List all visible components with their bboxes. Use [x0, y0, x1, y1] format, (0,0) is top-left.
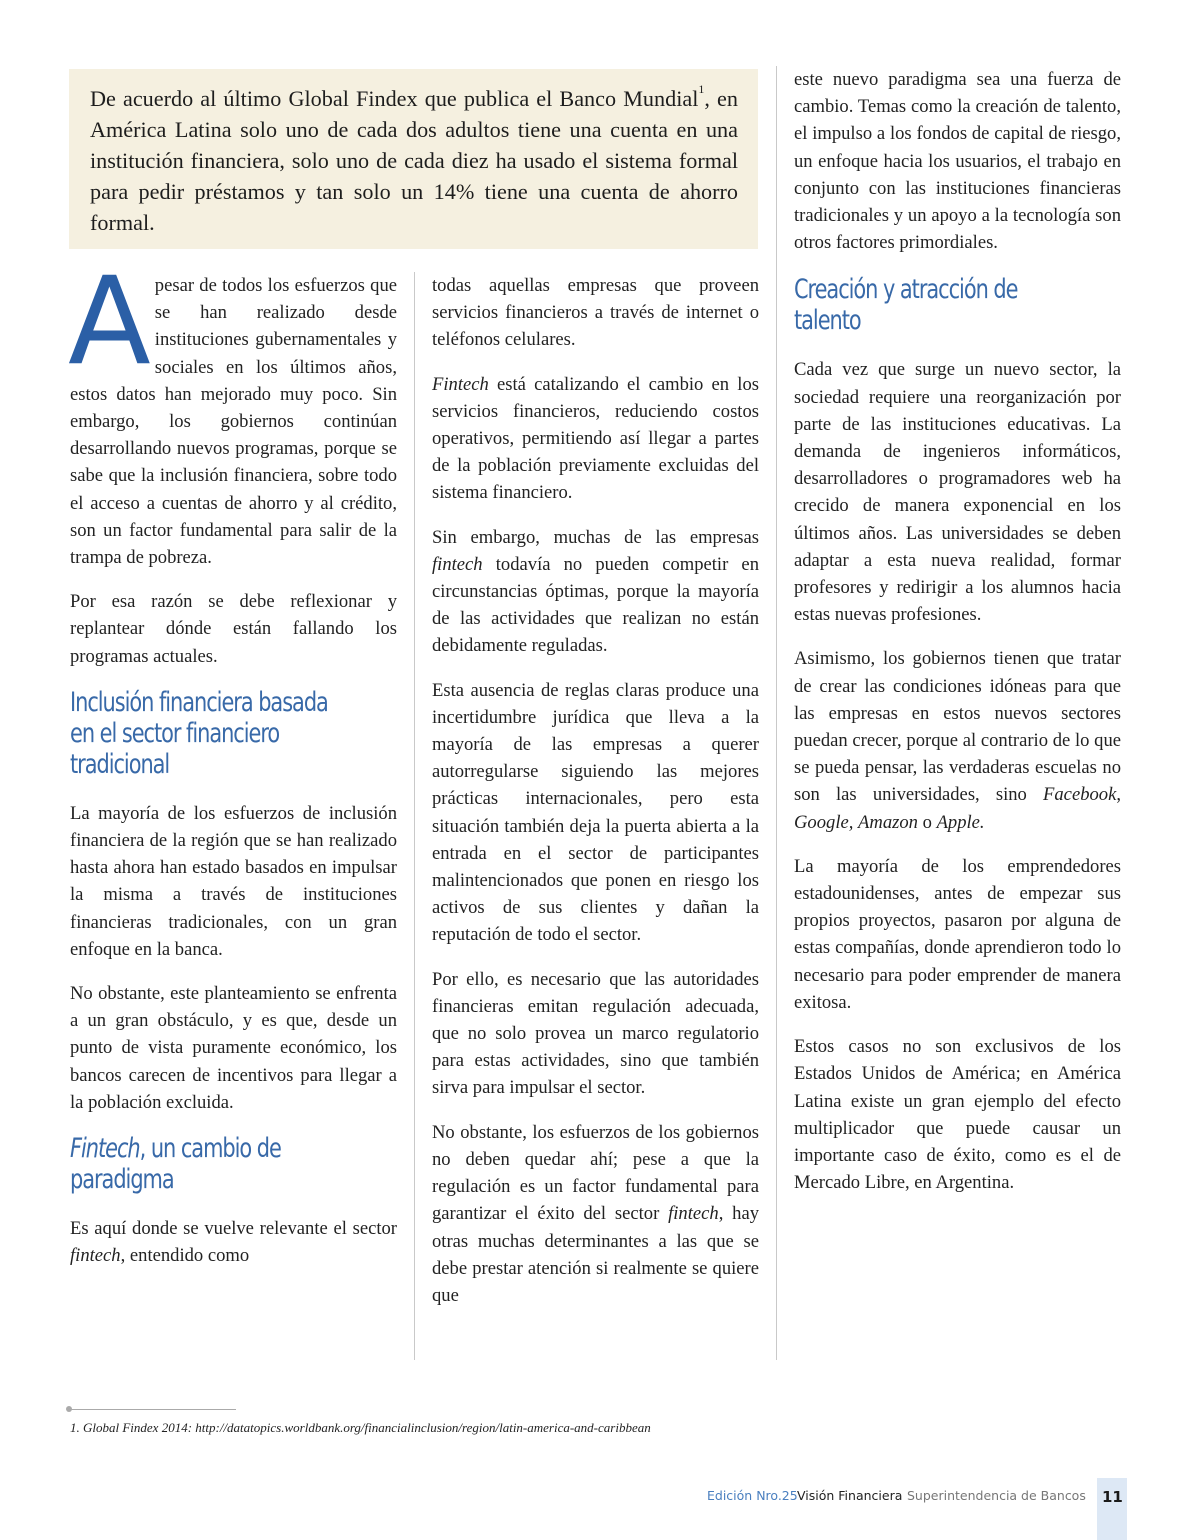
footer-magazine: Visión Financiera	[797, 1488, 903, 1503]
intro-callout	[69, 69, 758, 249]
paragraph: Estos casos no son exclusivos de los Estados Unidos de América; en América Latina existe un gran ejemplo del efecto multiplicador que puede causar un importante caso de éxito, como es el de Mercado Libre, en Argentina.	[794, 1036, 1121, 1194]
paragraph: Asimismo, los gobiernos tienen que tratar de crear las condiciones idóneas para que las empresas en estos nuevos sectores puedan crecer, porque al contrario de lo que se pueda pensar, las verdaderas escuelas no son las universidades, sino Facebook, Google, Amazon o Apple.	[794, 648, 1121, 833]
footer-edition: Edición Nro.25	[707, 1488, 798, 1503]
footnote-rule	[70, 1409, 236, 1410]
section-heading-fintech: Fintech, un cambio de paradigma	[70, 1133, 281, 1196]
column-divider	[776, 66, 777, 1360]
paragraph: todas aquellas empresas que proveen servicios financieros a través de internet o teléfonos celulares.	[432, 275, 759, 351]
paragraph: Es aquí donde se vuelve relevante el sector fintech, entendido como	[70, 1218, 397, 1267]
page-number: 11	[1102, 1488, 1123, 1506]
paragraph: Por esa razón se debe reflexionar y replantear dónde están fallando los programas actuales.	[70, 591, 397, 667]
footnote: 1. Global Findex 2014: http://datatopics.worldbank.org/financialinclusion/region/latin-america-and-caribbean	[70, 1420, 651, 1435]
paragraph: Sin embargo, muchas de las empresas fintech todavía no pueden competir en circunstancias óptimas, porque la mayoría de las actividades que realizan no están debidamente reguladas.	[432, 526, 759, 657]
paragraph: La mayoría de los emprendedores estadounidenses, antes de empezar sus propios proyectos, pasaron por alguna de estas compañías, donde aprendieron todo lo necesario para poder emprender de manera exitosa.	[794, 855, 1121, 1013]
callout-text-rest: , en América Latina solo uno de cada dos adultos tiene una cuenta en una institución financiera, solo uno de cada diez ha usado el sistema formal para pedir préstamos y tan solo un 14% tiene una cuenta de ahorro formal.	[90, 86, 738, 235]
article-column-1	[68, 251, 397, 1286]
drop-cap: A	[68, 251, 151, 392]
paragraph: La mayoría de los esfuerzos de inclusión financiera de la región que se han realizado hasta ahora han estado basados en impulsar la misma a través de instituciones financieras tradicionales, con un gran enfoque en la banca.	[70, 802, 397, 960]
section-heading-inclusion: Inclusión financiera basada en el sector financiero tradicional	[70, 686, 328, 780]
paragraph: Esta ausencia de reglas claras produce una incertidumbre jurídica que lleva a la mayoría de las empresas a querer autorregularse siguiendo las mejores prácticas internacionales, pero esta situación también deja la puerta abierta a la entrada en el sector de participantes malintencionados que ponen en riesgo los activos de sus clientes y dañan la reputación de todo el sector.	[432, 679, 759, 946]
callout-text: De acuerdo al último Global Findex que publica el Banco Mundial	[90, 86, 699, 111]
article-column-3	[794, 66, 1121, 1213]
footnote-ref[interactable]: 1	[698, 82, 705, 96]
paragraph: Por ello, es necesario que las autoridades financieras emitan regulación adecuada, que no solo provea un marco regulatorio para estas actividades, sino que también sirva para impulsar el sector.	[432, 968, 759, 1099]
paragraph: No obstante, este planteamiento se enfrenta a un gran obstáculo, y es que, desde un punto de vista puramente económico, los bancos carecen de incentivos para llegar a la población excluida.	[70, 983, 397, 1113]
section-heading-talento: Creación y atracción de talento	[794, 274, 1018, 337]
paragraph: Cada vez que surge un nuevo sector, la sociedad requiere una reorganización por parte de las instituciones educativas. La demanda de ingenieros informáticos, desarrolladores o programadores web ha crecido de manera exponencial en los últimos años. Las universidades se deben adaptar a esta nueva realidad, formar profesores y redirigir a los alumnos hacia estas nuevas profesiones.	[794, 359, 1121, 626]
paragraph: No obstante, los esfuerzos de los gobiernos no deben quedar ahí; pese a que la regulación es un factor fundamental para garantizar el éxito del sector fintech, hay otras muchas determinantes a las que se debe prestar atención si realmente se quiere que	[432, 1121, 759, 1306]
footer-publisher: Superintendencia de Bancos	[907, 1488, 1086, 1503]
paragraph: Fintech está catalizando el cambio en los servicios financieros, reduciendo costos operativos, permitiendo así llegar a partes de la población previamente excluidas del sistema financiero.	[432, 373, 759, 504]
column-divider	[414, 272, 415, 1360]
paragraph: este nuevo paradigma sea una fuerza de cambio. Temas como la creación de talento, el impulso a los fondos de capital de riesgo, un enfoque hacia los usuarios, el trabajo en conjunto con las instituciones financieras tradicionales y un apoyo a la tecnología son otros factores primordiales.	[794, 69, 1121, 254]
paragraph: Apesar de todos los esfuerzos que se han realizado desde instituciones gubernamentales y sociales en los últimos años, estos datos han mejorado muy poco. Sin embargo, los gobiernos continúan desarrollando nuevos programas, porque se sabe que la inclusión financiera, sobre todo el acceso a cuentas de ahorro y al crédito, son un factor fundamental para salir de la trampa de pobreza.	[68, 251, 397, 569]
article-column-2	[432, 272, 759, 1326]
